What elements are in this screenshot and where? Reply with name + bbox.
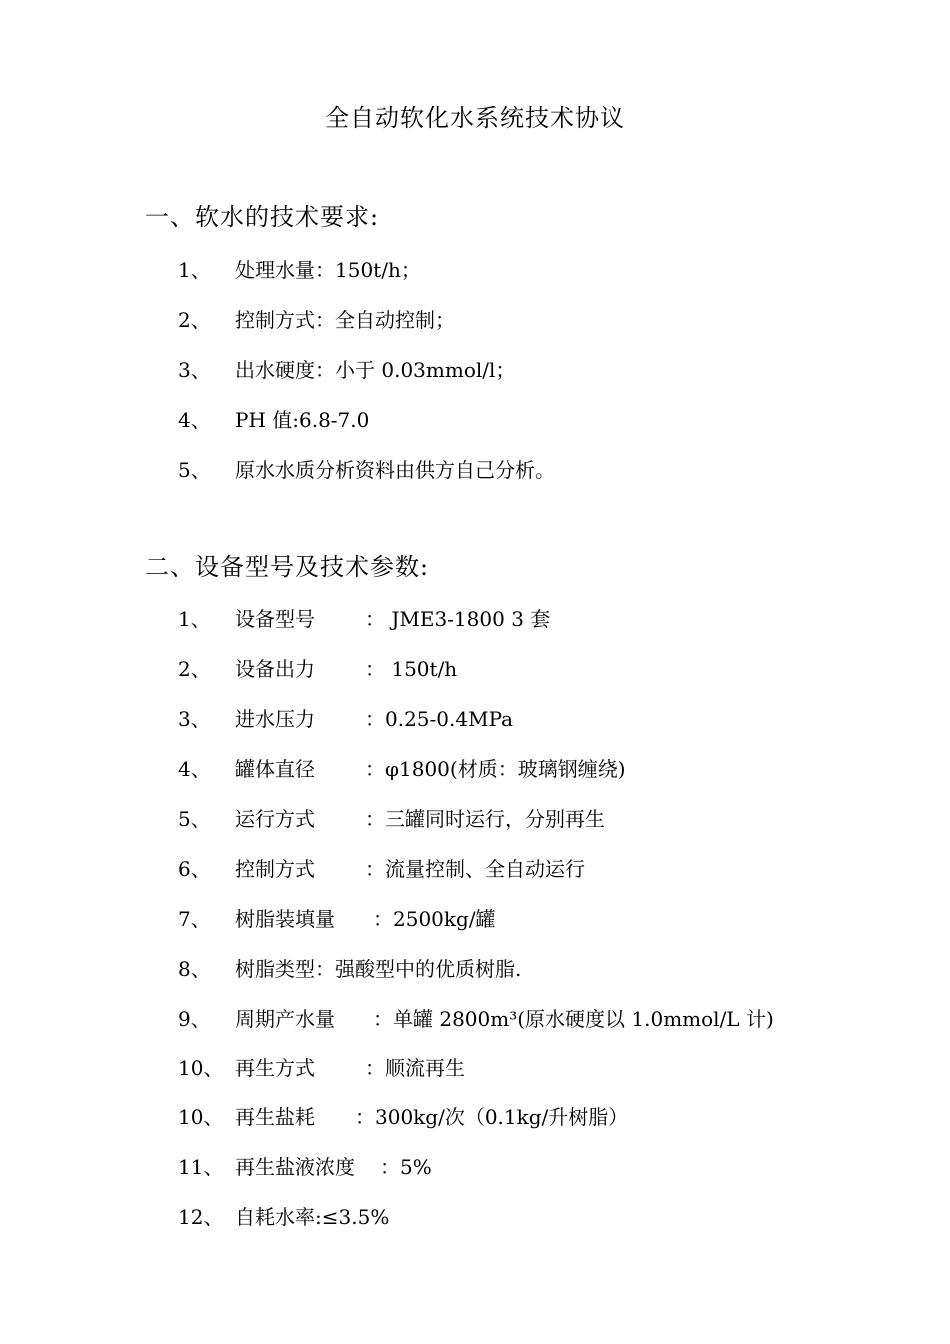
item-text: 出水硬度：小于 0.03mmol/l；: [235, 358, 516, 382]
param-label: 树脂装填量: [235, 907, 335, 931]
item-number: 4、: [178, 408, 211, 432]
param-row: [178, 1202, 389, 1232]
item-number: 10、: [178, 1105, 224, 1129]
list-item: [178, 255, 421, 285]
param-row: [178, 954, 521, 984]
item-text: PH 值:6.8-7.0: [235, 408, 370, 432]
param-value: ：单罐 2800m³(原水硬度以 1.0mmol/L 计): [373, 1007, 774, 1031]
param-row: [178, 854, 585, 884]
item-number: 10、: [178, 1056, 224, 1080]
item-number: 5、: [178, 458, 211, 482]
item-number: 11、: [178, 1155, 224, 1179]
item-number: 4、: [178, 757, 211, 781]
item-number: 2、: [178, 657, 211, 681]
list-item: [178, 455, 555, 485]
item-text: 原水水质分析资料由供方自己分析。: [235, 458, 555, 482]
param-label: 进水压力: [235, 707, 315, 731]
param-row: [178, 604, 550, 634]
list-item: [178, 355, 515, 385]
item-number: 2、: [178, 308, 211, 332]
param-row: [178, 1053, 465, 1083]
list-item: [178, 405, 369, 435]
param-value: ：顺流再生: [365, 1056, 465, 1080]
param-label: 再生方式: [235, 1056, 315, 1080]
param-value: ≤3.5%: [321, 1205, 390, 1229]
param-label: 运行方式: [235, 807, 315, 831]
param-row: [178, 754, 626, 784]
param-label: 设备型号: [235, 607, 315, 631]
param-label: 再生盐耗: [235, 1105, 315, 1129]
item-number: 3、: [178, 358, 211, 382]
item-text: 控制方式：全自动控制；: [235, 308, 455, 332]
param-value: ：2500kg/罐: [373, 907, 496, 931]
param-value: ：5%: [380, 1155, 432, 1179]
section-heading-requirements: 一、软水的技术要求:: [145, 203, 380, 231]
param-row: [178, 704, 513, 734]
item-number: 5、: [178, 807, 211, 831]
item-number: 1、: [178, 258, 211, 282]
param-row: [178, 654, 457, 684]
param-value: ：0.25-0.4MPa: [365, 707, 514, 731]
param-value: ：流量控制、全自动运行: [365, 857, 585, 881]
param-label: 设备出力: [235, 657, 315, 681]
param-row: [178, 1152, 432, 1182]
item-number: 8、: [178, 957, 211, 981]
item-number: 12、: [178, 1205, 224, 1229]
list-item: [178, 305, 455, 335]
param-row: [178, 904, 496, 934]
param-value: ：三罐同时运行，分别再生: [365, 807, 605, 831]
param-row: [178, 1102, 628, 1132]
param-label: 自耗水率:: [235, 1205, 322, 1229]
param-label: 树脂类型：: [235, 957, 335, 981]
param-row: [178, 804, 605, 834]
param-label: 再生盐液浓度: [235, 1155, 355, 1179]
param-row: [178, 1004, 774, 1034]
item-number: 1、: [178, 607, 211, 631]
param-value: ： JME3-1800 3 套: [365, 607, 551, 631]
param-value: ：φ1800(材质：玻璃钢缠绕): [365, 757, 626, 781]
item-number: 3、: [178, 707, 211, 731]
document-title: 全自动软化水系统技术协议: [325, 104, 625, 132]
param-label: 控制方式: [235, 857, 315, 881]
param-value: 强酸型中的优质树脂.: [335, 957, 522, 981]
param-value: ：300kg/次（0.1kg/升树脂）: [355, 1105, 629, 1129]
param-value: ： 150t/h: [365, 657, 458, 681]
item-number: 6、: [178, 857, 211, 881]
param-label: 罐体直径: [235, 757, 315, 781]
item-text: 处理水量：150t/h；: [235, 258, 421, 282]
section-heading-parameters: 二、设备型号及技术参数:: [145, 553, 430, 581]
item-number: 9、: [178, 1007, 211, 1031]
item-number: 7、: [178, 907, 211, 931]
param-label: 周期产水量: [235, 1007, 335, 1031]
